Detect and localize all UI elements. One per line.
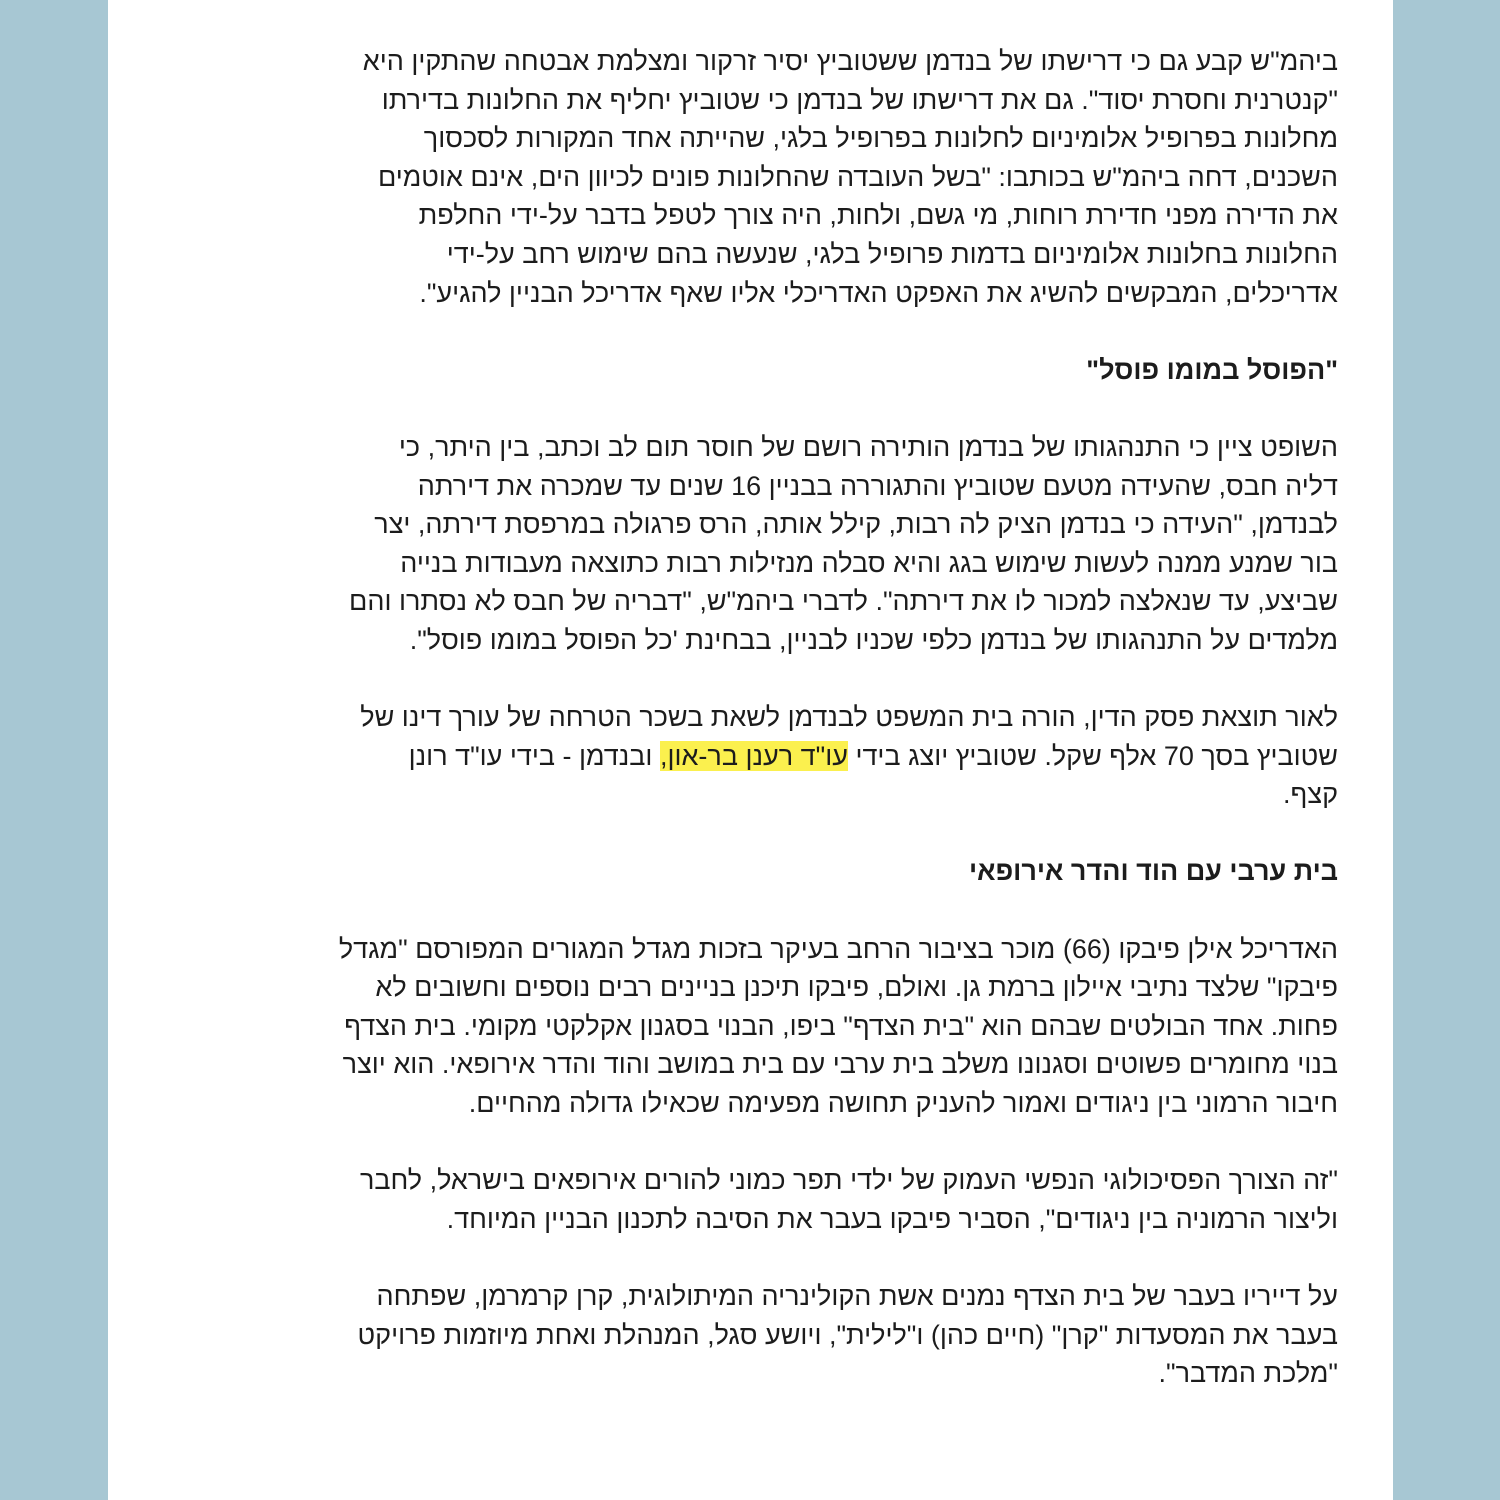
text-line: "מלכת המדבר". [1158, 1358, 1338, 1389]
text-line: פחות. אחד הבולטים שבהם הוא "בית הצדף" ביפו, הבנוי בסגנון אקלקטי מקומי. בית הצדף [344, 1010, 1338, 1041]
text-line: האדריכל אילן פיבקו (66) מוכר בציבור הרחב בעיקר בזכות מגדל המגורים המפורסם "מגדל [338, 933, 1338, 964]
text-line: החלונות בחלונות אלומיניום בדמות פרופיל בלגי, שנעשה בהם שימוש רחב על-ידי [446, 238, 1338, 269]
text-line: "קנטרנית וחסרת יסוד". גם את דרישתו של בנדמן כי שטוביץ יחליף את החלונות בדירתו [381, 84, 1338, 115]
text-line: בעבר את המסעדות "קרן" (חיים כהן) ו"לילית", ויושע סגל, המנהלת ואחת מיוזמות פרויקט [357, 1319, 1338, 1350]
text-line: השכנים, דחה ביהמ"ש בכותבו: "בשל העובדה שהחלונות פונים לכיוון הים, אינם אוטמים [377, 161, 1338, 192]
section-heading: "הפוסל במומו פוסל" [1086, 354, 1338, 385]
text-segment: שטוביץ בסך 70 אלף שקל. שטוביץ יוצג בידי [847, 740, 1338, 771]
section-heading: בית ערבי עם הוד והדר אירופאי [969, 856, 1338, 887]
paragraph-residents [173, 1277, 1338, 1393]
text-line: לאור תוצאת פסק הדין, הורה בית המשפט לבנדמן לשאת בשכר הטרחה של עורך דינו של [360, 702, 1338, 733]
paragraph-architect [173, 930, 1338, 1123]
highlighted-lawyer-name: עו"ד רענן בר-און, [659, 740, 848, 771]
text-line: דליה חבס, שהעידה מטעם שטוביץ והתגוררה בבניין 16 שנים עד שמכרה את דירתה [417, 470, 1338, 501]
text-line: שביצע, עד שנאלצה למכור לו את דירתה". לדברי ביהמ"ש, "דבריה של חבס לא נסתרו והם [349, 586, 1338, 617]
text-line: חיבור הרמוני בין ניגודים ואמור להעניק תחושה מפעימה שכאילו גדולה מהחיים. [468, 1088, 1338, 1119]
document-page [108, 0, 1393, 1500]
text-line: את הדירה מפני חדירת רוחות, מי גשם, ולחות, היה צורך לטפל בדבר על-ידי החלפת [418, 200, 1338, 231]
text-line: השופט ציין כי התנהגותו של בנדמן הותירה רושם של חוסר תום לב וכתב, בין היתר, כי [398, 431, 1338, 462]
text-line: אדריכלים, המבקשים להשיג את האפקט האדריכלי אליו שאף אדריכל הבניין להגיע". [419, 277, 1338, 308]
paragraph-windows-ruling [173, 42, 1338, 312]
text-line: מלמדים על התנהגותו של בנדמן כלפי שכניו לבניין, בבחינת 'כל הפוסל במומו פוסל". [409, 624, 1338, 655]
paragraph-quote [173, 1161, 1338, 1238]
text-line [173, 737, 1338, 776]
text-line: "זה הצורך הפסיכולוגי הנפשי העמוק של ילדי תפר כמוני להורים אירופאים בישראל, לחבר [359, 1165, 1338, 1196]
text-line: ביהמ"ש קבע גם כי דרישתו של בנדמן ששטוביץ יסיר זרקור ומצלמת אבטחה שהתקין היא [362, 46, 1338, 76]
text-line: מחלונות בפרופיל אלומיניום לחלונות בפרופיל בלגי, שהייתה אחד המקורות לסכסוך [423, 123, 1338, 154]
text-line: וליצור הרמוניה בין ניגודים", הסביר פיבקו בעבר את הסיבה לתכנון הבניין המיוחד. [446, 1203, 1338, 1234]
paragraph-judge-remarks [173, 428, 1338, 660]
text-line: בור שמנע ממנה לעשות שימוש בגג והיא סבלה מנזילות רבות כתוצאה מעבודות בנייה [400, 547, 1338, 578]
article-text [173, 42, 1338, 1431]
text-line: על דייריו בעבר של בית הצדף נמנים אשת הקולינריה המיתולוגית, קרן קרמרמן, שפתחה [376, 1281, 1338, 1311]
text-segment: ובנדמן - בידי עו"ד רונן [408, 740, 660, 771]
text-line: בנוי מחומרים פשוטים וסגנונו משלב בית ערבי עם בית במושב והוד והדר אירופאי. הוא יוצר [342, 1049, 1338, 1080]
paragraph-legal-fees [173, 698, 1338, 814]
text-line: לבנדמן, "העידה כי בנדמן הציק לה רבות, קילל אותה, הרס פרגולה במרפסת דירתה, יצר [374, 509, 1338, 540]
text-line: קצף. [1283, 779, 1338, 810]
text-line: פיבקו" שלצד נתיבי איילון ברמת גן. ואולם, פיבקו תיכנן בניינים רבים נוספים וחשובים לא [375, 972, 1338, 1003]
